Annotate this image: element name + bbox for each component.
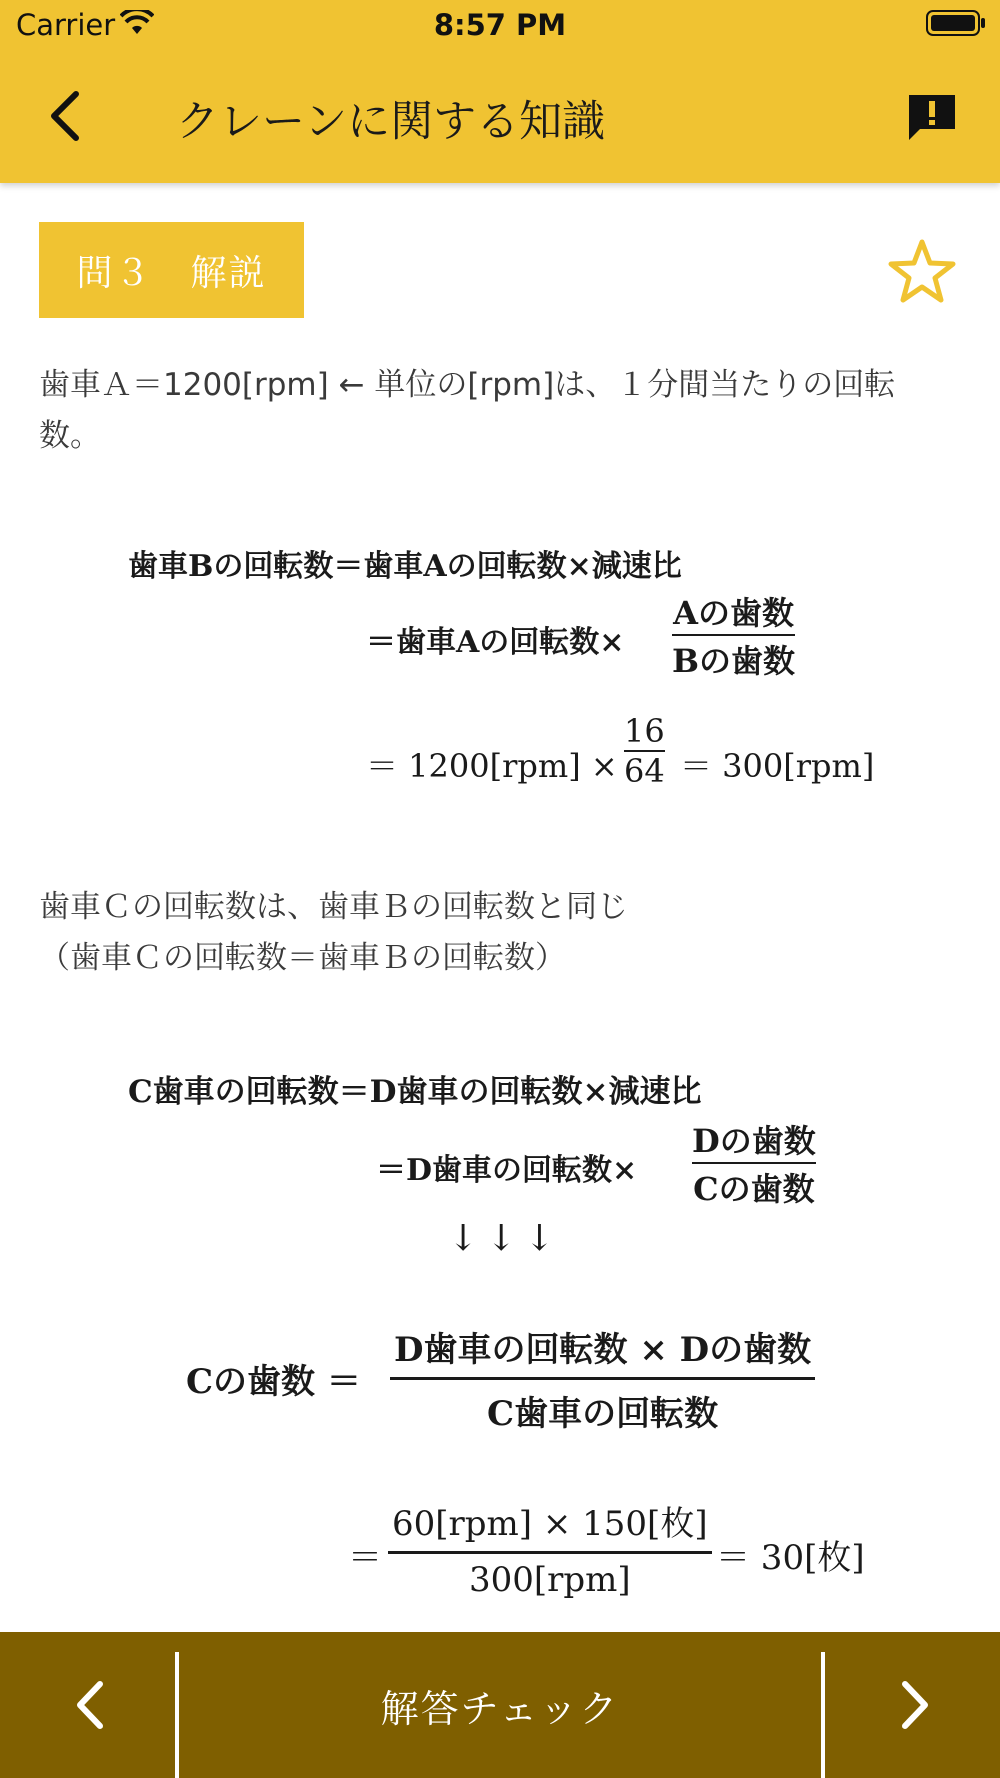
formula2-frac-denominator: Cの歯数 [693, 1170, 815, 1208]
para2-line1: 歯車Ｃの回転数は、歯車Ｂの回転数と同じ [39, 889, 628, 925]
star-outline-icon[interactable] [888, 238, 956, 304]
chevron-left-icon [70, 1680, 110, 1730]
formula1-frac-denominator: Bの歯数 [672, 642, 796, 680]
formula1-frac2-denominator: 64 [624, 752, 665, 790]
formula4-fraction [388, 1496, 712, 1600]
formula1-line2-prefix: ＝歯車Aの回転数× [366, 625, 625, 660]
fraction-bar [390, 1377, 815, 1380]
check-answer-button[interactable]: 解答チェック [380, 1686, 620, 1731]
formula3-lhs: Cの歯数 ＝ [186, 1362, 361, 1402]
para1-line2: 数。 [39, 418, 101, 454]
fraction-bar [388, 1551, 712, 1554]
formula4-suffix: ＝ 30[枚] [716, 1538, 865, 1578]
formula1-frac2-numerator: 16 [624, 712, 665, 750]
formula1-line3-prefix: ＝ 1200[rpm] × [366, 747, 618, 785]
app-header [0, 0, 1000, 183]
formula4-frac-denominator: 300[rpm] [468, 1560, 631, 1600]
bottom-nav-bar [0, 1632, 1000, 1778]
feedback-report-icon[interactable] [906, 92, 958, 142]
back-chevron-icon[interactable] [42, 88, 90, 144]
formula2-line2-prefix: ＝D歯車の回転数× [376, 1153, 638, 1188]
explanation-paragraph-1 [39, 360, 959, 462]
formula3-frac-numerator: D歯車の回転数 × Dの歯数 [394, 1330, 812, 1370]
explanation-paragraph-2 [39, 882, 959, 984]
page-title: クレーンに関する知識 [176, 97, 606, 147]
status-time: 8:57 PM [433, 8, 567, 42]
question-badge: 問３ 解説 [39, 222, 304, 318]
para1-line1: 歯車Ａ＝1200[rpm] ← 単位の[rpm]は、１分間当たりの回転 [39, 367, 896, 403]
formula1-fraction-2 [624, 712, 665, 790]
formula2-fraction [692, 1116, 816, 1210]
formula4-equals: ＝ [348, 1538, 382, 1578]
previous-question-button[interactable] [0, 1632, 175, 1778]
formula1-frac-numerator: Aの歯数 [673, 594, 794, 632]
formula1-line1: 歯車Bの回転数＝歯車Aの回転数×減速比 [128, 549, 682, 584]
formula2-line1: C歯車の回転数＝D歯車の回転数×減速比 [128, 1074, 702, 1110]
para2-line2: （歯車Ｃの回転数＝歯車Ｂの回転数） [39, 940, 566, 976]
next-question-button[interactable] [825, 1632, 1000, 1778]
formula3-fraction [390, 1322, 815, 1435]
formula2-frac-numerator: Dの歯数 [692, 1122, 816, 1160]
formula1-fraction [672, 588, 795, 682]
formula3-frac-denominator: C歯車の回転数 [487, 1394, 719, 1434]
chevron-right-icon [895, 1680, 935, 1730]
carrier-label: Carrier [16, 8, 116, 42]
formula4-frac-numerator: 60[rpm] × 150[枚] [392, 1504, 708, 1544]
formula2-arrows: ↓↓↓ [448, 1218, 563, 1259]
battery-icon [926, 10, 986, 36]
formula1-line3-suffix: ＝ 300[rpm] [680, 747, 875, 785]
